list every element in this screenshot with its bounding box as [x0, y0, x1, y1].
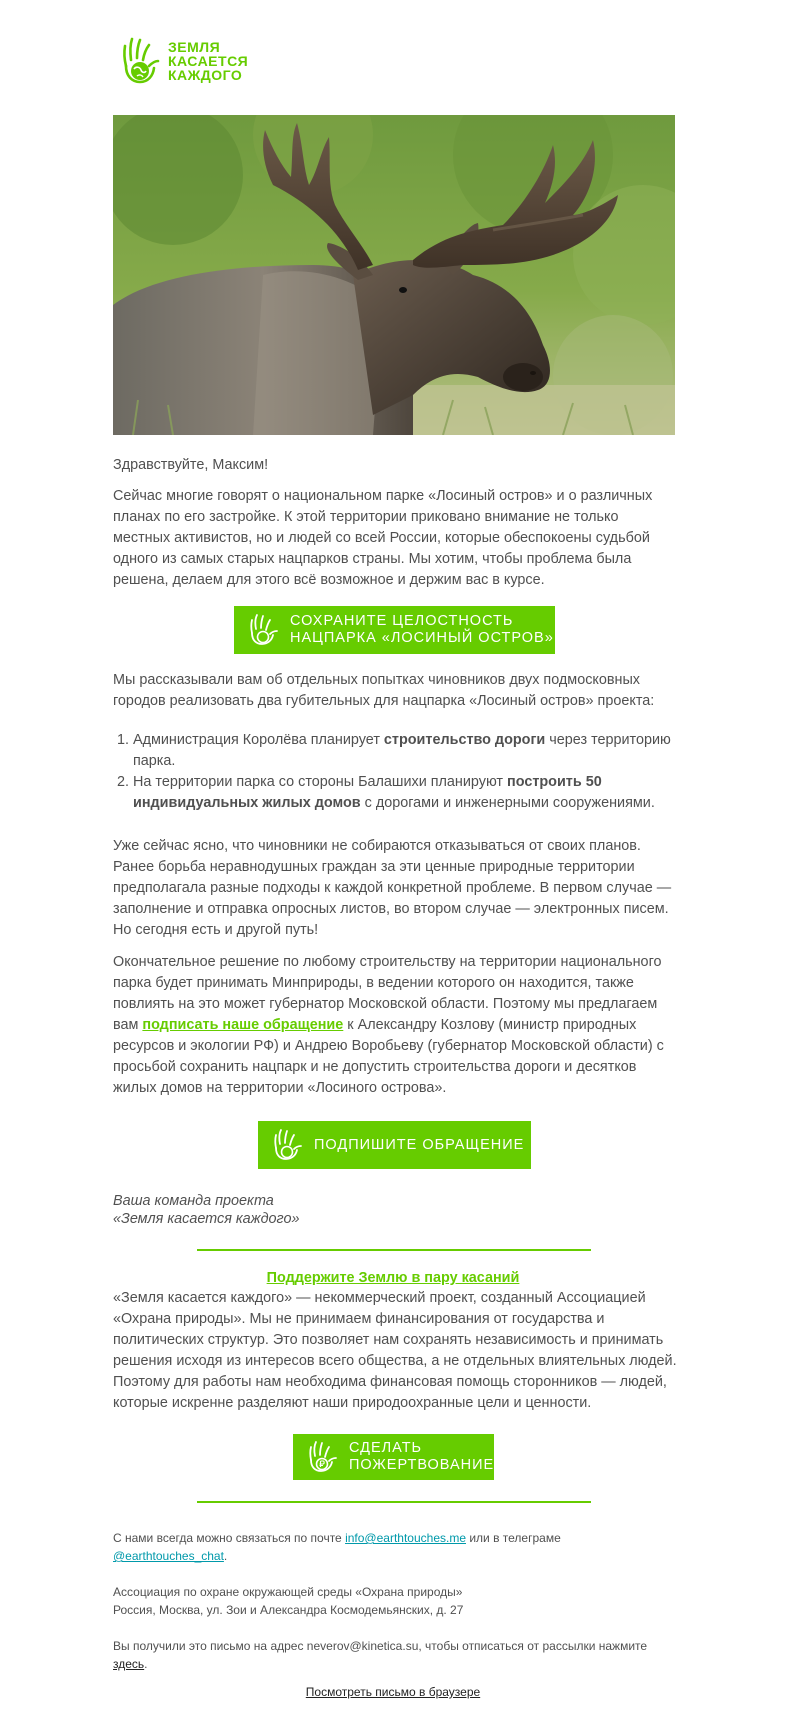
brand-logo[interactable] — [118, 36, 248, 86]
donate-button-label — [349, 1440, 494, 1474]
sign-appeal-link[interactable]: подписать наше обращение — [142, 1017, 344, 1033]
org-name: Ассоциация по охране окружающей среды «Охрана природы» — [113, 1585, 463, 1599]
donate-button[interactable] — [293, 1434, 494, 1480]
projects-list — [113, 730, 678, 814]
list-item-bold: строительство дороги — [383, 732, 546, 748]
sign-appeal-button[interactable] — [258, 1121, 531, 1169]
list-item-bold: построить 50 индивидуальных жилых домов — [133, 774, 602, 811]
support-link[interactable]: Поддержите Землю в пару касаний — [266, 1270, 520, 1286]
decision-paragraph — [113, 952, 678, 1099]
footer-text: Вы получили это письмо на адрес neverov@kinetica.su, чтобы отписаться от рассылки нажмите — [113, 1639, 648, 1653]
footer-text: или в телеграме — [466, 1531, 561, 1545]
brand-name — [168, 40, 248, 82]
list-item-text: с дорогами и инженерными сооружениями. — [360, 795, 655, 811]
list-item-text: через территорию парка. — [133, 732, 671, 769]
support-title-wrap — [113, 1268, 673, 1288]
sign-appeal-button-label: ПОДПИШИТЕ ОБРАЩЕНИЕ — [314, 1136, 525, 1153]
unsubscribe-link[interactable]: здесь — [113, 1657, 145, 1671]
hero-image — [113, 115, 675, 435]
list-item — [133, 730, 678, 772]
footer-contact — [113, 1529, 678, 1565]
hand-globe-icon — [118, 36, 162, 86]
support-paragraph: «Земля касается каждого» — некоммерческий проект, созданный Ассоциацией «Охрана природы». Мы не принимаем финансирования от государства и политических структур. Это позволяет нам сохранять независимость и принимать решения исходя из интересов всего общества, а не отдельных влиятельных людей. Поэтому для работы нам необходима финансовая помощь сторонников — людей, которые искренне разделяют наши природоохранные цели и ценности. — [113, 1290, 677, 1411]
officials-paragraph: Уже сейчас ясно, что чиновники не собираются отказываться от своих планов. Ранее борьба неравнодушных граждан за эти ценные природные территории предполагала разные подходы к каждой конкретной проблеме. В первом случае — заполнение и отправка опросных листов, во втором случае — электронных писем. Но сегодня есть и другой путь! — [113, 838, 672, 938]
email-link[interactable]: info@earthtouches.me — [345, 1531, 466, 1545]
hand-globe-icon — [246, 613, 280, 647]
list-item-text: Администрация Королёва планирует — [133, 732, 384, 748]
divider — [197, 1249, 591, 1251]
signature-line: Ваша команда проекта — [113, 1193, 274, 1209]
telegram-link[interactable]: @earthtouches_chat — [113, 1549, 224, 1563]
footer-text: . — [144, 1657, 148, 1671]
intro-paragraph: Сейчас многие говорят о национальном парке «Лосиный остров» и о различных планах по его застройке. К этой территории приковано внимание не только местных активистов, но и людей со всей России, которые обеспокоены судьбой одного из самых старых нацпарков страны. Мы хотим, чтобы проблема была решена, делаем для этого всё возможное и держим вас в курсе. — [113, 488, 653, 588]
footer-text: С нами всегда можно связаться по почте — [113, 1531, 346, 1545]
button-label-line: ПОЖЕРТВОВАНИЕ — [349, 1457, 495, 1473]
signature-line: «Земля касается каждого» — [113, 1211, 300, 1227]
divider — [197, 1501, 591, 1503]
moose-photo — [113, 115, 675, 435]
brand-name-line: КАЖДОГО — [168, 67, 243, 83]
projects-intro-paragraph: Мы рассказывали вам об отдельных попытках чиновников двух подмосковных городов реализовать два губительных для нацпарка «Лосиный остров» проекта: — [113, 672, 655, 709]
button-label-line: НАЦПАРКА «ЛОСИНЫЙ ОСТРОВ» — [290, 630, 554, 646]
list-item — [133, 772, 678, 814]
footer-organization — [113, 1583, 678, 1619]
org-address: Россия, Москва, ул. Зои и Александра Космодемьянских, д. 27 — [113, 1603, 464, 1617]
footer-text: . — [223, 1549, 228, 1563]
paragraph-text: Окончательное решение по любому строительству на территории национального парка будет принимать Минприроды, в ведении которого он находится, также повлиять на это может губернатор Московской области. Поэтому мы предлагаем вам — [113, 954, 662, 1033]
greeting: Здравствуйте, Максим! — [113, 457, 269, 473]
save-park-button-label — [290, 613, 554, 647]
brand-name-line: КАСАЕТСЯ — [168, 53, 249, 69]
button-label-line: СДЕЛАТЬ — [349, 1440, 423, 1456]
save-park-button[interactable] — [234, 606, 555, 654]
signature — [113, 1192, 300, 1228]
paragraph-text: к Александру Козлову (министр природных ресурсов и экологии РФ) и Андрею Воробьеву (губернатор Московской области) с просьбой сохранить нацпарк и не допустить строительства дороги и десятков жилых домов на территории «Лосиного острова». — [113, 1017, 664, 1096]
browser-link-wrap — [113, 1683, 673, 1701]
brand-name-line: ЗЕМЛЯ — [168, 39, 221, 55]
hand-globe-icon — [270, 1128, 304, 1162]
button-label-line: СОХРАНИТЕ ЦЕЛОСТНОСТЬ — [290, 613, 514, 629]
view-in-browser-link[interactable]: Посмотреть письмо в браузере — [305, 1685, 481, 1699]
footer-unsubscribe — [113, 1637, 678, 1673]
hand-coin-icon — [305, 1440, 339, 1474]
list-item-text: На территории парка со стороны Балашихи планируют — [133, 774, 508, 790]
